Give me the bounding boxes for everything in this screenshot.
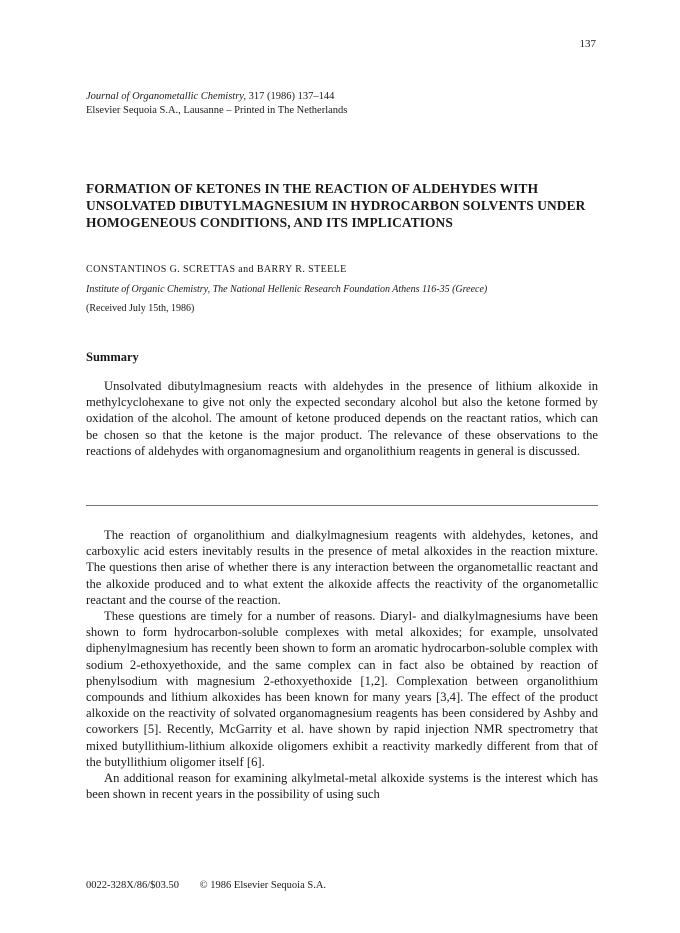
page-footer [86, 880, 326, 891]
journal-citation-line [86, 90, 347, 104]
copyright: © 1986 Elsevier Sequoia S.A. [199, 880, 327, 891]
article-code: 0022-328X/86/$03.50 [86, 880, 180, 891]
page-number: 137 [579, 38, 596, 50]
received-date: (Received July 15th, 1986) [86, 303, 195, 314]
summary-section [86, 378, 598, 459]
journal-publisher: Elsevier Sequoia S.A., Lausanne – Printed in The Netherlands [86, 105, 348, 116]
journal-name: Journal of Organometallic Chemistry, [86, 91, 247, 102]
summary-paragraph: Unsolvated dibutylmagnesium reacts with aldehydes in the presence of lithium alkoxide in methylcyclohexane to give not only the expected secondary alcohol but also the ketone formed by oxidation of the alcohol. The amount of ketone produced depends on the reactant ratios, which can be chosen so that the ketone is the major product. The relevance of these observations to the reactions of aldehydes with organomagnesium and organolithium reagents in general is discussed. [86, 379, 598, 458]
body-paragraph-1: The reaction of organolithium and dialkylmagnesium reagents with aldehydes, ketones, and carboxylic acid esters inevitably results in the presence of metal alkoxides in the reaction mixture. The questions then arise of whether there is any interaction between the organometallic reactant and the alkoxide produced and to what extent the alkoxide affects the reactivity of the organometallic reactant and the course of the reaction. [86, 528, 598, 607]
affiliation: Institute of Organic Chemistry, The National Hellenic Research Foundation Athens 116-35 (Greece) [86, 284, 488, 295]
summary-heading: Summary [86, 350, 139, 364]
journal-citation: 317 (1986) 137–144 [248, 91, 335, 102]
article-title: FORMATION OF KETONES IN THE REACTION OF ALDEHYDES WITH UNSOLVATED DIBUTYLMAGNESIUM IN HYDROCARBON SOLVENTS UNDER HOMOGENEOUS CONDITIONS, AND ITS IMPLICATIONS [86, 181, 586, 230]
section-divider [86, 505, 598, 506]
body-paragraph-2: These questions are timely for a number of reasons. Diaryl- and dialkylmagnesiums have been shown to form hydrocarbon-soluble complexes with metal alkoxides; for example, unsolvated diphenylmagnesium has recently been shown to form an aromatic hydrocarbon-soluble complex with sodium 2-ethoxyethoxide, and the same complex can in fact also be obtained by reaction of phenylsodium with magnesium 2-ethoxyethoxide [1,2]. Complexation between organolithium compounds and lithium alkoxides has been known for many years [3,4]. The effect of the product alkoxide on the reactivity of solvated organomagnesium reagents has been considered by Ashby and coworkers [5]. Recently, McGarrity et al. have shown by rapid injection NMR spectrometry that mixed butyllithium-lithium alkoxide oligomers exhibit a reactivity markedly different from that of the butyllithium oligomer itself [6]. [86, 609, 598, 769]
body-section [86, 527, 598, 802]
authors: CONSTANTINOS G. SCRETTAS and BARRY R. STEELE [86, 264, 347, 275]
body-paragraph-3: An additional reason for examining alkylmetal-metal alkoxide systems is the interest which has been shown in recent years in the possibility of using such [86, 771, 598, 802]
journal-header [86, 90, 347, 118]
